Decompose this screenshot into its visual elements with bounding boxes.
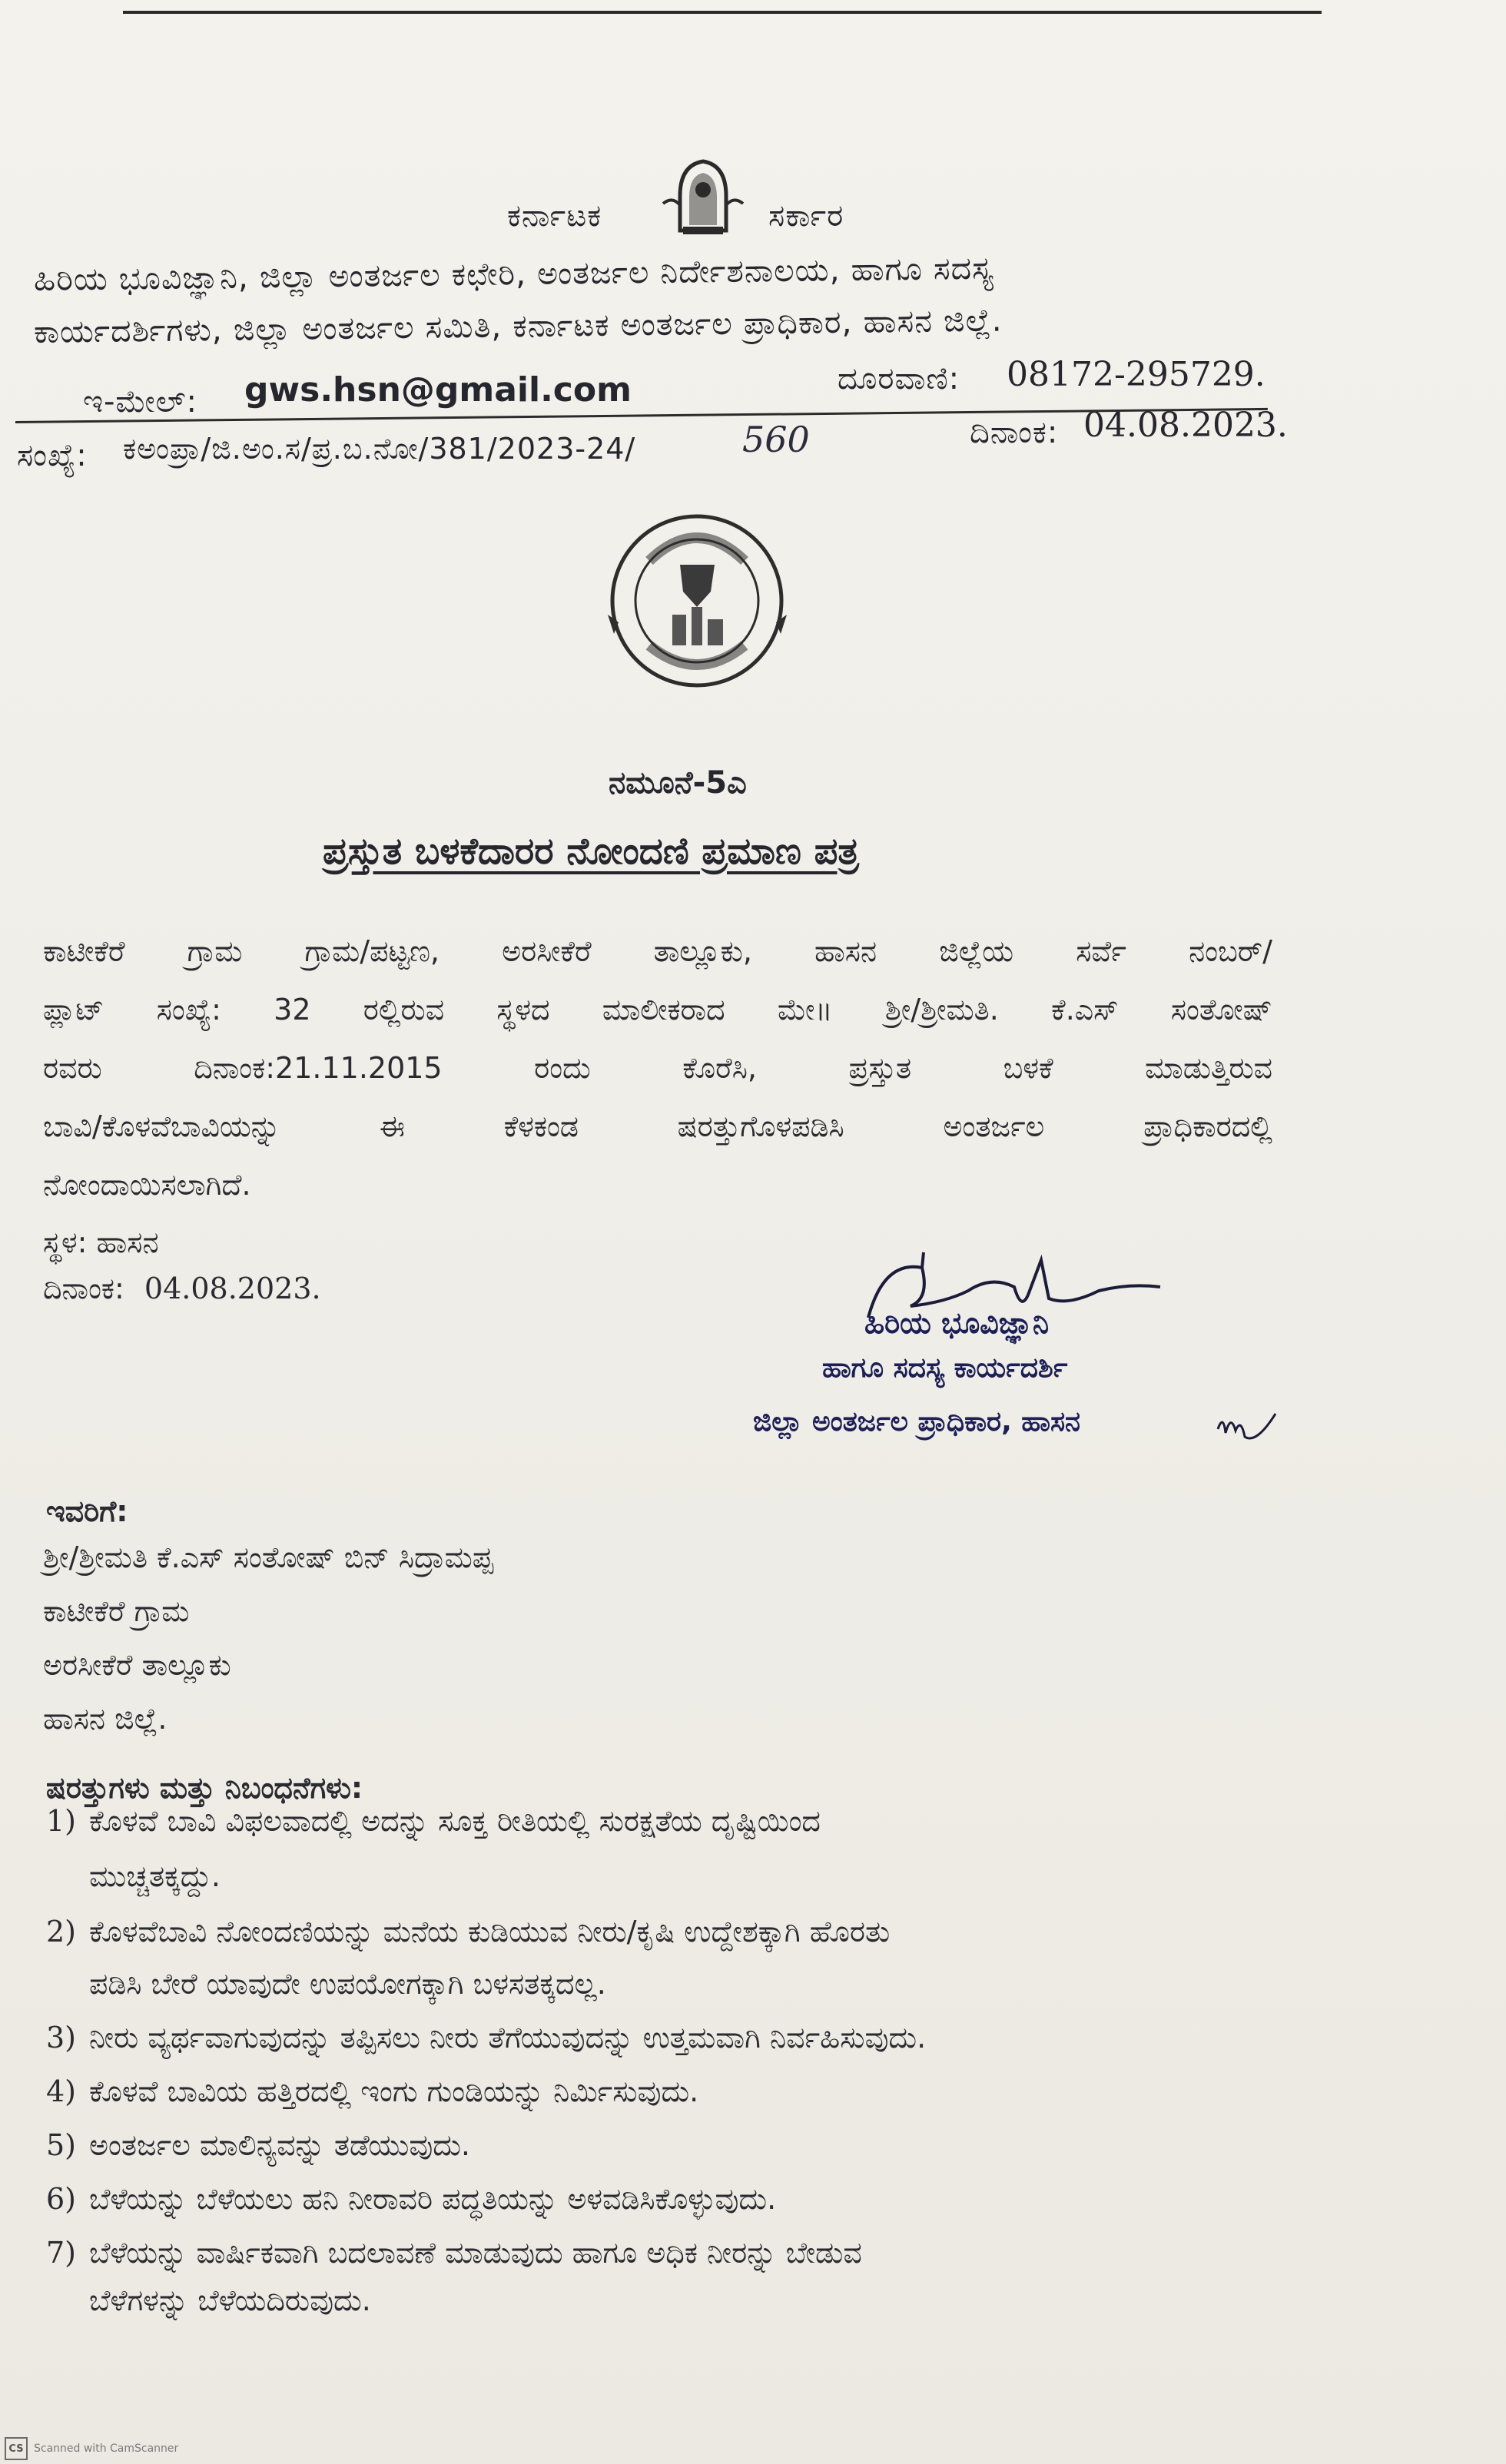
- condition-item: [46, 1804, 821, 1839]
- registration-paragraph: [43, 922, 1272, 1214]
- paragraph-word: ಷರತ್ತುಗೊಳಪಡಿಸಿ: [677, 1109, 844, 1143]
- email-address: gws.hsn@gmail.com: [244, 370, 632, 410]
- paragraph-word: ನಂಬರ್/: [1189, 934, 1272, 968]
- ref-number: ಕಅಂಪ್ರಾ/ಜಿ.ಅಂ.ಸ/ಪ್ರ.ಬ.ನೋ/381/2023-24/: [123, 432, 636, 466]
- paragraph-line-2: [43, 980, 1272, 1039]
- recipient-taluk: ಅರಸೀಕೆರೆ ತಾಲ್ಲೂಕು: [43, 1648, 231, 1682]
- paragraph-line-4: [43, 1097, 1272, 1156]
- header-office-line-1: ಹಿರಿಯ ಭೂವಿಜ್ಞಾನಿ, ಜಿಲ್ಲಾ ಅಂತರ್ಜಲ ಕಛೇರಿ, ಅಂತರ್ಜಲ ನಿರ್ದೇಶನಾಲಯ, ಹಾಗೂ ಸದಸ್ಯ: [33, 249, 994, 298]
- authority-seal-icon: [603, 507, 791, 695]
- form-number: ನಮೂನೆ-5ಎ: [609, 765, 747, 801]
- recipient-name: ಶ್ರೀ/ಶ್ರೀಮತಿ ಕೆ.ಎಸ್ ಸಂತೋಷ್ ಬಿನ್ ಸಿದ್ರಾಮಪ್ಪ: [43, 1540, 494, 1574]
- paragraph-word: ಪ್ರಸ್ತುತ: [848, 1051, 912, 1085]
- condition-item: [46, 1915, 890, 1949]
- condition-number: 6): [46, 2182, 77, 2216]
- form-title: ಪ್ರಸ್ತುತ ಬಳಕೆದಾರರ ನೋಂದಣಿ ಪ್ರಮಾಣ ಪತ್ರ: [323, 830, 859, 873]
- signatory-initial-mark: [1214, 1406, 1283, 1452]
- paragraph-word: ಮಾಲೀಕರಾದ: [602, 993, 725, 1026]
- condition-text: ಬೆಳೆಯನ್ನು ವಾರ್ಷಿಕವಾಗಿ ಬದಲಾವಣೆ ಮಾಡುವುದು ಹಾಗೂ ಅಧಿಕ ನೀರನ್ನು ಬೇಡುವ: [89, 2236, 862, 2270]
- condition-item: [46, 2182, 776, 2217]
- paragraph-word: ಮೇ॥: [777, 993, 833, 1026]
- header-left-word: ಕರ್ನಾಟಕ: [507, 198, 602, 234]
- email-label: ಇ-ಮೇಲ್:: [83, 384, 197, 420]
- condition-number: 5): [46, 2128, 77, 2162]
- signatory-line-2: ಹಾಗೂ ಸದಸ್ಯ ಕಾರ್ಯದರ್ಶಿ: [822, 1352, 1068, 1384]
- camscanner-logo-icon: CS: [5, 2437, 28, 2460]
- condition-text: ಕೊಳವೆಬಾವಿ ನೋಂದಣಿಯನ್ನು ಮನೆಯ ಕುಡಿಯುವ ನೀರು/ಕೃಷಿ ಉದ್ದೇಶಕ್ಕಾಗಿ ಹೊರತು: [89, 1915, 891, 1948]
- condition-number: 3): [46, 2021, 77, 2054]
- paragraph-word: ಸರ್ವೆ: [1076, 934, 1126, 968]
- paragraph-word: ಮಾಡುತ್ತಿರುವ: [1145, 1051, 1272, 1085]
- paragraph-word: ಹಾಸನ: [814, 934, 877, 968]
- header-rule: [15, 408, 1268, 423]
- condition-text: ಅಂತರ್ಜಲ ಮಾಲಿನ್ಯವನ್ನು ತಡೆಯುವುದು.: [89, 2128, 471, 2162]
- condition-item: [46, 2074, 698, 2109]
- paragraph-word: ಜಿಲ್ಲೆಯ: [939, 934, 1014, 968]
- paragraph-word: ಬಳಕೆ: [1003, 1051, 1053, 1085]
- condition-number: 7): [46, 2236, 77, 2270]
- paragraph-line-5: [43, 1156, 1272, 1214]
- header-right-word: ಸರ್ಕಾರ: [768, 198, 844, 234]
- paragraph-word: ಕೆ.ಎಸ್: [1051, 993, 1119, 1026]
- signatory-line-1: ಹಿರಿಯ ಭೂವಿಜ್ಞಾನಿ: [864, 1306, 1050, 1340]
- condition-continuation: [89, 1967, 606, 2001]
- paragraph-word: ಸ್ಥಳದ: [496, 993, 550, 1026]
- issue-date-row: [43, 1260, 321, 1317]
- header-office-line-2: ಕಾರ್ಯದರ್ಶಿಗಳು, ಜಿಲ್ಲಾ ಅಂತರ್ಜಲ ಸಮಿತಿ, ಕರ್ನಾಟಕ ಅಂತರ್ಜಲ ಪ್ರಾಧಿಕಾರ, ಹಾಸನ ಜಿಲ್ಲೆ.: [33, 301, 1003, 350]
- condition-text-cont: ಪಡಿಸಿ ಬೇರೆ ಯಾವುದೇ ಉಪಯೋಗಕ್ಕಾಗಿ ಬಳಸತಕ್ಕದಲ್ಲ.: [89, 1967, 606, 2001]
- recipient-village: ಕಾಟೀಕೆರೆ ಗ್ರಾಮ: [43, 1594, 190, 1628]
- scanner-badge-text: Scanned with CamScanner: [34, 2442, 179, 2455]
- conditions-heading: ಷರತ್ತುಗಳು ಮತ್ತು ನಿಬಂಧನೆಗಳು:: [46, 1771, 363, 1805]
- header-date: 04.08.2023.: [1083, 406, 1288, 445]
- condition-continuation: [89, 1859, 221, 1894]
- phone-number: 08172-295729.: [1007, 355, 1266, 394]
- paragraph-word: ಸಂತೋಷ್: [1170, 993, 1272, 1026]
- place-label: ಸ್ಥಳ:: [43, 1225, 88, 1259]
- paragraph-word: ಈ: [379, 1109, 405, 1143]
- condition-text: ಕೊಳವೆ ಬಾವಿ ವಿಫಲವಾದಲ್ಲಿ ಅದನ್ನು ಸೂಕ್ತ ರೀತಿಯಲ್ಲಿ ಸುರಕ್ಷತೆಯ ದೃಷ್ಟಿಯಿಂದ: [89, 1804, 821, 1838]
- paragraph-word: ಪ್ರಾಧಿಕಾರದಲ್ಲಿ: [1143, 1109, 1272, 1143]
- condition-number: 4): [46, 2074, 77, 2108]
- paragraph-word: ರವರು: [43, 1051, 102, 1085]
- paragraph-word: 32: [274, 993, 311, 1026]
- paragraph-word: ಶ್ರೀ/ಶ್ರೀಮತಿ.: [884, 993, 999, 1026]
- paragraph-word: ಕೊರೆಸಿ,: [682, 1051, 757, 1085]
- paragraph-word: ಕೆಳಕಂಡ: [503, 1109, 579, 1143]
- condition-item: [46, 2021, 926, 2055]
- phone-label: ದೂರವಾಣಿ:: [838, 361, 960, 396]
- paragraph-word: ಅಂತರ್ಜಲ: [943, 1109, 1045, 1143]
- condition-number: 1): [46, 1804, 77, 1838]
- recipient-label: ಇವರಿಗೆ:: [46, 1494, 128, 1528]
- paragraph-line-3: [43, 1039, 1272, 1097]
- paragraph-word: ರಲ್ಲಿರುವ: [363, 993, 445, 1026]
- top-edge-line: [123, 11, 1322, 14]
- signatory-line-3: ಜಿಲ್ಲಾ ಅಂತರ್ಜಲ ಪ್ರಾಧಿಕಾರ, ಹಾಸನ: [753, 1406, 1081, 1438]
- condition-text: ಕೊಳವೆ ಬಾವಿಯ ಹತ್ತಿರದಲ್ಲಿ ಇಂಗು ಗುಂಡಿಯನ್ನು ನಿರ್ಮಿಸುವುದು.: [89, 2074, 699, 2108]
- ref-handwritten-number: 560: [742, 419, 810, 460]
- condition-text-cont: ಮುಚ್ಚತಕ್ಕದ್ದು.: [89, 1859, 221, 1893]
- condition-text-cont: ಬೆಳೆಗಳನ್ನು ಬೆಳೆಯದಿರುವುದು.: [89, 2283, 371, 2317]
- paragraph-word: ಕಾಟೀಕೆರೆ: [43, 934, 125, 968]
- condition-text: ನೀರು ವ್ಯರ್ಥವಾಗುವುದನ್ನು ತಪ್ಪಿಸಲು ನೀರು ತೆಗೆಯುವುದನ್ನು ಉತ್ತಮವಾಗಿ ನಿರ್ವಹಿಸುವುದು.: [89, 2021, 927, 2054]
- condition-item: [46, 2128, 470, 2163]
- paragraph-word: ಪ್ಲಾಟ್: [43, 993, 104, 1026]
- paragraph-word: ಅರಸೀಕೆರೆ: [502, 934, 592, 968]
- paragraph-line-5-text: ನೋಂದಾಯಿಸಲಾಗಿದೆ.: [43, 1168, 251, 1202]
- paragraph-word: ಗ್ರಾಮ/ಪಟ್ಟಣ,: [304, 934, 440, 968]
- paragraph-word: ಗ್ರಾಮ: [187, 934, 243, 968]
- condition-text: ಬೆಳೆಯನ್ನು ಬೆಳೆಯಲು ಹನಿ ನೀರಾವರಿ ಪದ್ಧತಿಯನ್ನು ಅಳವಡಿಸಿಕೊಳ್ಳುವುದು.: [89, 2182, 777, 2216]
- paragraph-word: ದಿನಾಂಕ:21.11.2015: [194, 1051, 443, 1085]
- condition-item: [46, 2236, 862, 2270]
- scanner-badge: [5, 2437, 178, 2460]
- paragraph-line-1: [43, 922, 1272, 980]
- ref-label: ಸಂಖ್ಯೆ:: [17, 438, 88, 473]
- condition-number: 2): [46, 1915, 77, 1948]
- paragraph-word: ರಂದು: [534, 1051, 591, 1085]
- date-label: ದಿನಾಂಕ:: [970, 415, 1059, 450]
- paragraph-word: ಬಾವಿ/ಕೊಳವೆಬಾವಿಯನ್ನು: [43, 1109, 281, 1143]
- state-emblem-icon: [657, 150, 749, 242]
- condition-continuation: [89, 2283, 371, 2318]
- issue-date-value: 04.08.2023.: [144, 1272, 321, 1305]
- issue-date-label: ದಿನಾಂಕ:: [43, 1272, 124, 1305]
- paragraph-word: ತಾಲ್ಲೂಕು,: [653, 934, 752, 968]
- paragraph-word: ಸಂಖ್ಯೆ:: [156, 993, 221, 1026]
- recipient-district: ಹಾಸನ ಜಿಲ್ಲೆ.: [43, 1702, 168, 1736]
- place-value: ಹಾಸನ: [96, 1225, 159, 1259]
